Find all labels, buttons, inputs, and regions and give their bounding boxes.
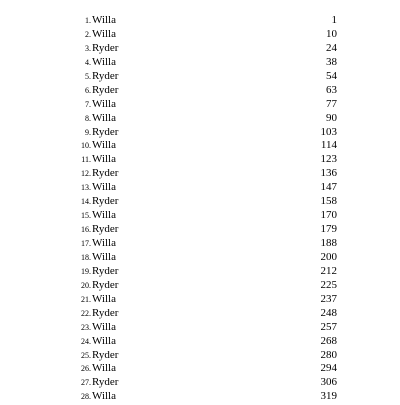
entry-name: Willa bbox=[92, 14, 116, 26]
entry-page-number: 294 bbox=[320, 362, 337, 375]
entry-name: Willa bbox=[92, 111, 116, 124]
entry-page-number: 10 bbox=[326, 27, 337, 40]
entry-name: Ryder bbox=[92, 376, 119, 389]
entry-number: 11. bbox=[81, 155, 91, 165]
entry-page-number: 170 bbox=[320, 209, 337, 222]
entry-number: 19. bbox=[81, 266, 91, 276]
entry-number: 9. bbox=[85, 127, 91, 137]
entry-number: 14. bbox=[81, 197, 91, 207]
list-item bbox=[0, 293, 400, 307]
entry-page-number: 24 bbox=[326, 41, 337, 54]
entry-name: Willa bbox=[92, 27, 116, 40]
entry-name: Ryder bbox=[92, 125, 119, 138]
entry-number: 24. bbox=[81, 336, 91, 346]
entry-number: 25. bbox=[81, 350, 91, 360]
entry-name: Willa bbox=[92, 209, 116, 222]
list-item bbox=[0, 167, 400, 181]
list-item bbox=[0, 56, 400, 70]
entry-number: 2. bbox=[85, 29, 91, 39]
entry-page-number: 158 bbox=[320, 195, 337, 208]
list-item bbox=[0, 209, 400, 223]
entry-number: 13. bbox=[81, 183, 91, 193]
list-item bbox=[0, 321, 400, 335]
list-item bbox=[0, 362, 400, 376]
list-item bbox=[0, 335, 400, 349]
entry-name: Willa bbox=[92, 320, 116, 333]
list-item bbox=[0, 14, 400, 28]
entry-name: Ryder bbox=[92, 41, 119, 54]
entry-name: Ryder bbox=[92, 306, 119, 319]
entry-number: 12. bbox=[81, 169, 91, 179]
entry-number: 4. bbox=[85, 57, 91, 67]
entry-name: Willa bbox=[92, 153, 116, 166]
entry-name: Willa bbox=[92, 97, 116, 110]
entry-number: 18. bbox=[81, 252, 91, 262]
entry-page-number: 200 bbox=[320, 250, 337, 263]
entry-name: Ryder bbox=[92, 264, 119, 277]
entry-page-number: 280 bbox=[320, 348, 337, 361]
entry-page-number: 306 bbox=[320, 376, 337, 389]
list-item bbox=[0, 349, 400, 363]
index-list bbox=[0, 14, 400, 404]
entry-name: Ryder bbox=[92, 83, 119, 96]
list-item bbox=[0, 307, 400, 321]
list-item bbox=[0, 181, 400, 195]
entry-page-number: 147 bbox=[320, 181, 337, 194]
entry-page-number: 237 bbox=[320, 292, 337, 305]
entry-name: Ryder bbox=[92, 69, 119, 82]
entry-number: 22. bbox=[81, 308, 91, 318]
entry-name: Willa bbox=[92, 362, 116, 375]
entry-number: 1. bbox=[85, 16, 91, 25]
list-item bbox=[0, 237, 400, 251]
entry-number: 28. bbox=[81, 392, 91, 402]
list-item bbox=[0, 279, 400, 293]
entry-page-number: 63 bbox=[326, 83, 337, 96]
entry-number: 5. bbox=[85, 71, 91, 81]
entry-name: Ryder bbox=[92, 195, 119, 208]
entry-number: 7. bbox=[85, 99, 91, 109]
list-item bbox=[0, 70, 400, 84]
entry-name: Willa bbox=[92, 390, 116, 403]
list-item bbox=[0, 84, 400, 98]
entry-number: 15. bbox=[81, 211, 91, 221]
entry-number: 20. bbox=[81, 280, 91, 290]
list-item bbox=[0, 112, 400, 126]
entry-number: 21. bbox=[81, 294, 91, 304]
entry-name: Ryder bbox=[92, 223, 119, 236]
list-item bbox=[0, 265, 400, 279]
entry-name: Willa bbox=[92, 292, 116, 305]
list-item bbox=[0, 153, 400, 167]
entry-page-number: 103 bbox=[320, 125, 337, 138]
entry-number: 8. bbox=[85, 113, 91, 123]
entry-name: Willa bbox=[92, 250, 116, 263]
entry-number: 10. bbox=[81, 141, 91, 151]
entry-number: 26. bbox=[81, 364, 91, 374]
entry-number: 16. bbox=[81, 225, 91, 235]
entry-page-number: 38 bbox=[326, 55, 337, 68]
entry-page-number: 268 bbox=[320, 334, 337, 347]
entry-name: Willa bbox=[92, 139, 116, 152]
entry-page-number: 179 bbox=[320, 223, 337, 236]
list-item bbox=[0, 251, 400, 265]
entry-page-number: 123 bbox=[320, 153, 337, 166]
list-item bbox=[0, 126, 400, 140]
list-item bbox=[0, 28, 400, 42]
entry-page-number: 136 bbox=[320, 167, 337, 180]
entry-page-number: 54 bbox=[326, 69, 337, 82]
list-item bbox=[0, 139, 400, 153]
entry-number: 23. bbox=[81, 322, 91, 332]
entry-number: 27. bbox=[81, 378, 91, 388]
entry-name: Willa bbox=[92, 334, 116, 347]
entry-page-number: 225 bbox=[320, 278, 337, 291]
entry-name: Willa bbox=[92, 181, 116, 194]
list-item bbox=[0, 195, 400, 209]
entry-page-number: 319 bbox=[320, 390, 337, 403]
entry-page-number: 248 bbox=[320, 306, 337, 319]
entry-name: Ryder bbox=[92, 348, 119, 361]
entry-page-number: 1 bbox=[331, 14, 337, 26]
entry-page-number: 188 bbox=[320, 237, 337, 249]
entry-page-number: 257 bbox=[320, 320, 337, 333]
entry-page-number: 114 bbox=[320, 139, 337, 152]
entry-number: 3. bbox=[85, 43, 91, 53]
entry-page-number: 77 bbox=[326, 97, 337, 110]
list-item bbox=[0, 42, 400, 56]
entry-name: Willa bbox=[92, 237, 116, 249]
entry-page-number: 90 bbox=[326, 111, 337, 124]
entry-number: 6. bbox=[85, 85, 91, 95]
list-item bbox=[0, 223, 400, 237]
list-item bbox=[0, 390, 400, 404]
entry-number: 17. bbox=[81, 239, 91, 248]
entry-name: Ryder bbox=[92, 278, 119, 291]
list-item bbox=[0, 98, 400, 112]
list-item bbox=[0, 376, 400, 390]
entry-name: Willa bbox=[92, 55, 116, 68]
entry-name: Ryder bbox=[92, 167, 119, 180]
entry-page-number: 212 bbox=[320, 264, 337, 277]
